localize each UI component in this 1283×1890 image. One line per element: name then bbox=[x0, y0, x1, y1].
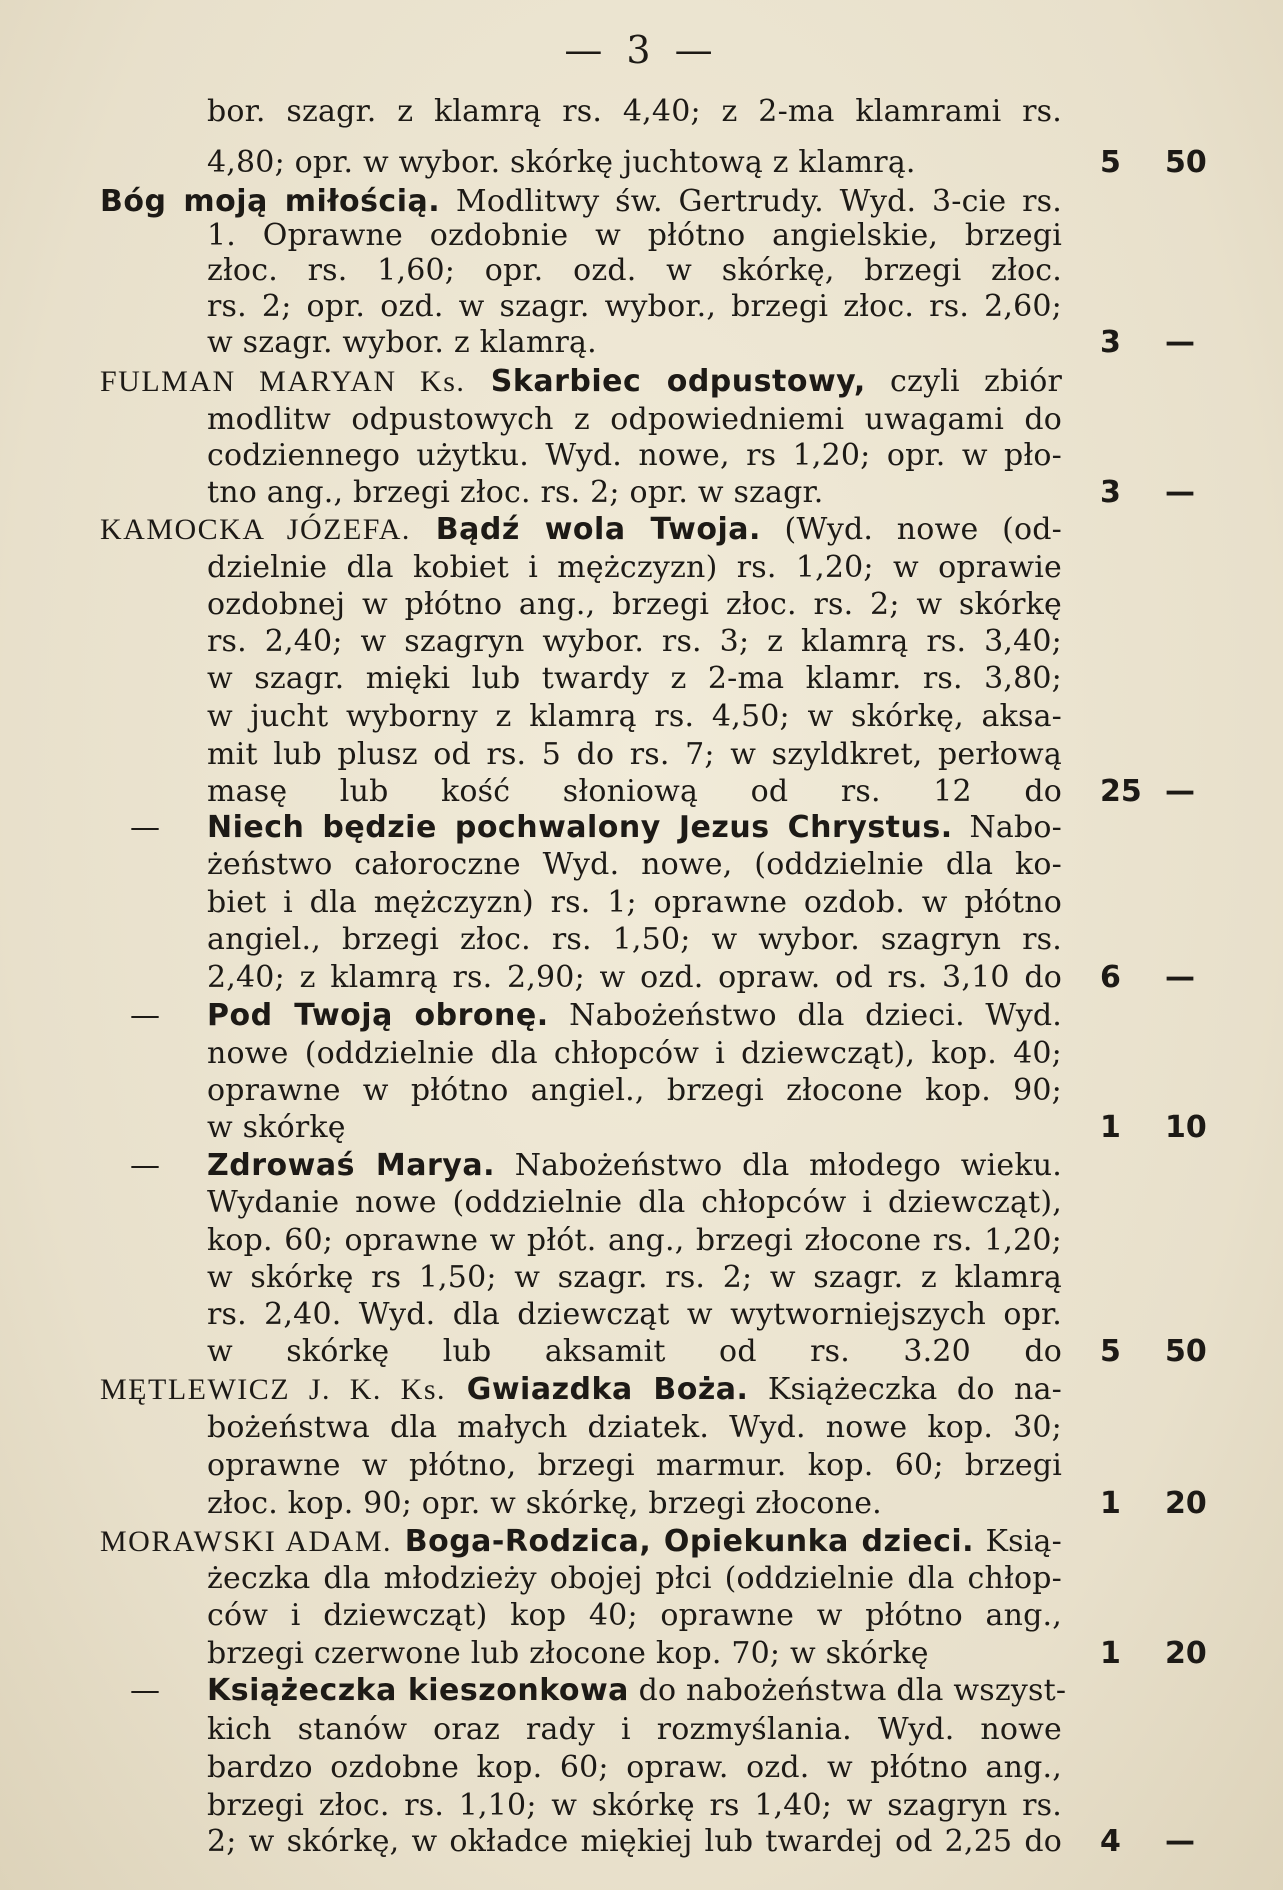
text-line: ozdobnej w płótno ang., brzegi złoc. rs. 2; w skórkę bbox=[207, 587, 1062, 622]
text-line: złoc. rs. 1,60; opr. ozd. w skórkę, brzegi złoc. bbox=[207, 253, 1062, 288]
text-line: oprawne w płótno, brzegi marmur. kop. 60; brzegi bbox=[207, 1448, 1062, 1483]
price-kopecks: — bbox=[1165, 1824, 1195, 1859]
price-kopecks: 20 bbox=[1165, 1486, 1207, 1521]
text-line: rs. 2; opr. ozd. w szagr. wybor., brzegi złoc. rs. 2,60; bbox=[207, 289, 1062, 324]
price-kopecks: — bbox=[1165, 774, 1195, 809]
text-line: codziennego użytku. Wyd. nowe, rs 1,20; opr. w pło- bbox=[207, 438, 1062, 473]
text-line: żeczka dla młodzieży obojej płci (oddzielnie dla chłop- bbox=[207, 1561, 1062, 1596]
price-rubles: 6 bbox=[1100, 960, 1121, 995]
text-line: MORAWSKI ADAM. Boga-Rodzica, Opiekunka dzieci. Ksią- bbox=[100, 1524, 1062, 1559]
text-line: w skórkę rs 1,50; w szagr. rs. 2; w szagr. z klamrą bbox=[207, 1260, 1062, 1295]
ditto-dash: — bbox=[130, 1148, 160, 1183]
text-line: w skórkę bbox=[207, 1110, 346, 1145]
text-line: 2; w skórkę, w okładce miękiej lub twardej od 2,25 do bbox=[207, 1824, 1062, 1859]
text-line: nowe (oddzielnie dla chłopców i dziewcząt), kop. 40; bbox=[207, 1036, 1062, 1071]
text-line: KAMOCKA JÓZEFA. Bądź wola Twoja. (Wyd. nowe (od- bbox=[100, 512, 1062, 547]
price-rubles: 5 bbox=[1100, 145, 1121, 180]
text-line: Zdrowaś Marya. Nabożeństwo dla młodego wieku. bbox=[207, 1148, 1062, 1183]
text-line: FULMAN MARYAN Ks. Skarbiec odpustowy, czyli zbiór bbox=[100, 364, 1063, 399]
text-line: Książeczka kieszonkowa do nabożeństwa dla wszyst- bbox=[207, 1673, 1067, 1708]
text-line: biet i dla mężczyzn) rs. 1; oprawne ozdob. w płótno bbox=[207, 885, 1062, 920]
price-rubles: 1 bbox=[1100, 1636, 1121, 1671]
price-kopecks: 50 bbox=[1165, 145, 1207, 180]
text-line: żeństwo całoroczne Wyd. nowe, (oddzielnie dla ko- bbox=[207, 847, 1062, 882]
ditto-dash: — bbox=[130, 998, 160, 1033]
ditto-dash: — bbox=[130, 1673, 160, 1708]
text-line: bardzo ozdobne kop. 60; opraw. ozd. w płótno ang., bbox=[207, 1750, 1062, 1785]
price-rubles: 3 bbox=[1100, 325, 1121, 360]
price-rubles: 1 bbox=[1100, 1486, 1121, 1521]
text-line: ców i dziewcząt) kop 40; oprawne w płótno ang., bbox=[207, 1598, 1062, 1633]
text-line: kich stanów oraz rady i rozmyślania. Wyd. nowe bbox=[207, 1712, 1062, 1747]
price-kopecks: 50 bbox=[1165, 1334, 1207, 1369]
text-line: dzielnie dla kobiet i mężczyzn) rs. 1,20; w oprawie bbox=[207, 550, 1062, 585]
text-line: Wydanie nowe (oddzielnie dla chłopców i dziewcząt), bbox=[207, 1185, 1062, 1220]
text-line: oprawne w płótno angiel., brzegi złocone kop. 90; bbox=[207, 1073, 1062, 1108]
text-line: w skórkę lub aksamit od rs. 3.20 do bbox=[207, 1334, 1062, 1369]
text-line: brzegi czerwone lub złocone kop. 70; w skórkę bbox=[207, 1636, 929, 1671]
text-line: rs. 2,40. Wyd. dla dziewcząt w wytworniejszych opr. bbox=[207, 1297, 1062, 1332]
text-line: Bóg moją miłością. Modlitwy św. Gertrudy. Wyd. 3-cie rs. bbox=[100, 184, 1062, 219]
ditto-dash: — bbox=[130, 810, 160, 845]
price-kopecks: — bbox=[1165, 475, 1195, 510]
text-line: bor. szagr. z klamrą rs. 4,40; z 2-ma klamrami rs. bbox=[207, 94, 1062, 129]
text-line: brzegi złoc. rs. 1,10; w skórkę rs 1,40; w szagryn rs. bbox=[207, 1788, 1062, 1823]
text-line: kop. 60; oprawne w płót. ang., brzegi złocone rs. 1,20; bbox=[207, 1223, 1062, 1258]
text-line: w szagr. wybor. z klamrą. bbox=[207, 325, 597, 360]
text-line: rs. 2,40; w szagryn wybor. rs. 3; z klamrą rs. 3,40; bbox=[207, 624, 1062, 659]
price-kopecks: 20 bbox=[1165, 1636, 1207, 1671]
text-line: masę lub kość słoniową od rs. 12 do bbox=[207, 774, 1062, 809]
text-line: złoc. kop. 90; opr. w skórkę, brzegi złocone. bbox=[207, 1486, 882, 1521]
text-line: w jucht wyborny z klamrą rs. 4,50; w skórkę, aksa- bbox=[207, 699, 1062, 734]
text-line: Pod Twoją obronę. Nabożeństwo dla dzieci. Wyd. bbox=[207, 998, 1062, 1033]
text-line: Niech będzie pochwalony Jezus Chrystus. Nabo- bbox=[207, 810, 1062, 845]
text-line: w szagr. mięki lub twardy z 2-ma klamr. rs. 3,80; bbox=[207, 661, 1062, 696]
text-line: 4,80; opr. w wybor. skórkę juchtową z klamrą. bbox=[207, 145, 916, 180]
price-kopecks: — bbox=[1165, 325, 1195, 360]
price-rubles: 4 bbox=[1100, 1824, 1121, 1859]
price-rubles: 1 bbox=[1100, 1110, 1121, 1145]
text-line: 2,40; z klamrą rs. 2,90; w ozd. opraw. od rs. 3,10 do bbox=[207, 960, 1062, 995]
price-kopecks: — bbox=[1165, 960, 1195, 995]
price-rubles: 25 bbox=[1100, 774, 1142, 809]
text-line: bożeństwa dla małych dziatek. Wyd. nowe kop. 30; bbox=[207, 1410, 1062, 1445]
price-rubles: 3 bbox=[1100, 475, 1121, 510]
text-line: tno ang., brzegi złoc. rs. 2; opr. w szagr. bbox=[207, 475, 824, 510]
text-line: 1. Oprawne ozdobnie w płótno angielskie, brzegi bbox=[207, 218, 1062, 253]
text-line: mit lub plusz od rs. 5 do rs. 7; w szyldkret, perłową bbox=[207, 737, 1062, 772]
page-number: — 3 — bbox=[564, 28, 719, 72]
text-line: modlitw odpustowych z odpowiedniemi uwagami do bbox=[207, 402, 1062, 437]
price-rubles: 5 bbox=[1100, 1334, 1121, 1369]
text-line: MĘTLEWICZ J. K. Ks. Gwiazdka Boża. Książeczka do na- bbox=[100, 1372, 1062, 1407]
price-kopecks: 10 bbox=[1165, 1110, 1207, 1145]
text-line: angiel., brzegi złoc. rs. 1,50; w wybor. szagryn rs. bbox=[207, 922, 1062, 957]
